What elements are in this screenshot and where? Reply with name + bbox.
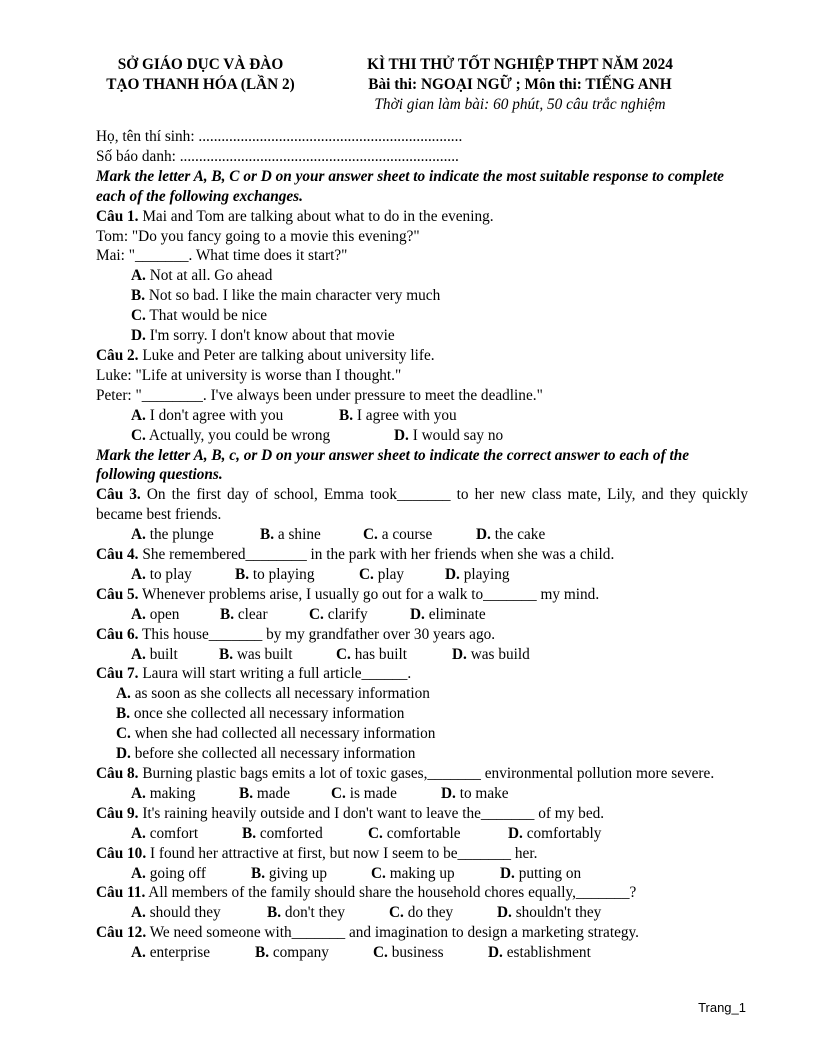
option-text: Not so bad. I like the main character very much [145,287,441,305]
option-label: C. [131,426,146,444]
option-label: D. [441,784,456,802]
option-label: A. [131,267,146,285]
option-text: putting on [514,864,582,882]
option-text: Not at all. Go ahead [145,267,273,285]
option-label: C. [371,864,386,882]
option-text: going off [145,864,206,882]
question-6 [96,625,748,645]
option-label: C. [116,725,131,743]
option-label: C. [373,944,388,962]
option-label: C. [309,605,324,623]
option-a[interactable] [131,784,239,804]
option-text: the plunge [145,526,214,544]
question-text: Mai and Tom are talking about what to do in the evening. [138,207,494,225]
question-4 [96,545,748,565]
question-11 [96,883,748,903]
option-c[interactable] [363,525,476,545]
option-b[interactable] [251,864,371,884]
option-text: clarify [323,605,368,623]
option-d[interactable] [488,943,591,963]
option-b[interactable] [255,943,373,963]
dialogue-line: Peter: "________. I've always been under pressure to meet the deadline." [96,386,543,404]
option-label: B. [239,784,254,802]
page-number: Trang_1 [698,1000,746,1015]
option-text: establishment [502,944,591,962]
option-text: making [145,784,196,802]
department-name [88,55,313,95]
option-a[interactable] [131,864,251,884]
question-5 [96,585,748,605]
option-text: clear [234,605,268,623]
option-d[interactable] [96,744,748,764]
option-text: play [373,565,405,583]
option-a[interactable] [131,565,235,585]
question-number: Câu 1. [96,207,139,225]
question-1 [96,207,748,227]
option-text: a shine [274,526,321,544]
option-label: C. [368,824,383,842]
option-text: comfortably [522,824,602,842]
option-b[interactable] [242,824,368,844]
option-label: A. [131,824,146,842]
option-label: A. [131,526,146,544]
option-text: enterprise [145,944,211,962]
option-label: D. [488,944,503,962]
option-label: A. [131,645,146,663]
option-d[interactable] [452,645,530,665]
options-row [96,525,748,545]
exam-content [96,127,748,963]
option-label: A. [131,565,146,583]
options-row [96,784,748,804]
options-row [96,903,748,923]
option-c[interactable] [96,724,748,744]
option-label: A. [131,784,146,802]
question-number: Câu 12. [96,924,147,942]
option-text: comfort [145,824,199,842]
option-label: A. [131,605,146,623]
dialogue-line: Luke: "Life at university is worse than I thought." [96,366,402,384]
option-c[interactable] [131,426,394,446]
options-row [96,565,748,585]
option-text: playing [459,565,510,583]
option-text: to play [145,565,192,583]
dialogue-line: Tom: "Do you fancy going to a movie this evening?" [96,227,420,245]
option-label: D. [410,605,425,623]
option-c[interactable] [371,864,500,884]
option-c[interactable] [368,824,508,844]
question-2 [96,346,748,366]
option-a[interactable] [96,266,748,286]
option-text: is made [345,784,397,802]
option-d[interactable] [476,525,545,545]
question-7 [96,664,748,684]
option-label: A. [131,904,146,922]
exam-title [330,55,710,115]
question-text: This house_______ by my grandfather over 30 years ago. [138,625,496,643]
option-label: D. [452,645,467,663]
question-number: Câu 11. [96,884,146,902]
question-3 [96,485,748,525]
option-d[interactable] [410,605,486,625]
question-number: Câu 4. [96,546,139,564]
option-text: I don't agree with you [145,406,284,424]
exam-subject-line: Bài thi: NGOẠI NGỮ ; Môn thi: TIẾNG ANH [368,76,672,93]
option-label: A. [131,406,146,424]
student-name-line: Họ, tên thí sinh: ..................................................................... [96,128,463,145]
option-d[interactable] [500,864,581,884]
option-text: open [145,605,180,623]
option-label: D. [445,565,460,583]
question-number: Câu 7. [96,665,139,683]
question-number: Câu 3. [96,486,141,504]
option-label: B. [131,287,146,305]
option-label: C. [359,565,374,583]
question-text: Whenever problems arise, I usually go out for a walk to_______ my mind. [138,585,600,603]
option-d[interactable] [497,903,601,923]
option-label: B. [267,904,282,922]
option-label: C. [363,526,378,544]
question-9 [96,804,748,824]
option-label: A. [116,685,131,703]
question-number: Câu 5. [96,585,139,603]
options-row [96,824,748,844]
option-label: D. [394,426,409,444]
option-label: B. [255,944,270,962]
option-c[interactable] [336,645,452,665]
option-c[interactable] [309,605,410,625]
option-c[interactable] [331,784,441,804]
option-text: was build [466,645,530,663]
option-label: B. [219,645,234,663]
question-10 [96,844,748,864]
option-a[interactable] [131,824,242,844]
option-text: company [269,944,329,962]
option-label: D. [508,824,523,842]
question-8 [96,764,748,784]
dialogue-line: Mai: "_______. What time does it start?" [96,247,348,265]
option-label: D. [497,904,512,922]
option-label: D. [476,526,491,544]
option-text: as soon as she collects all necessary information [130,685,430,703]
option-text: has built [350,645,407,663]
option-label: C. [389,904,404,922]
options-row [96,645,748,665]
question-12 [96,923,748,943]
option-b[interactable] [220,605,309,625]
options-row [96,426,748,446]
option-label: A. [131,944,146,962]
option-b[interactable] [96,286,748,306]
option-d[interactable] [445,565,510,585]
question-text: Laura will start writing a full article______. [138,665,412,683]
option-label: D. [500,864,515,882]
option-text: comfortable [382,824,461,842]
option-a[interactable] [131,645,219,665]
options-row [96,864,748,884]
option-text: to playing [249,565,315,583]
option-b[interactable] [96,704,748,724]
question-number: Câu 8. [96,765,139,782]
option-a[interactable] [131,525,260,545]
question-text: She remembered________ in the park with her friends when she was a child. [138,546,615,564]
option-c[interactable] [96,306,748,326]
student-id-line: Số báo danh: ......................................................................... [96,147,459,165]
option-label: B. [242,824,257,842]
option-d[interactable] [96,326,748,346]
option-label: C. [336,645,351,663]
option-label: B. [116,705,131,723]
question-number: Câu 2. [96,346,139,364]
question-number: Câu 10. [96,844,147,862]
question-text: On the first day of school, Emma took_______ to her new class mate, Lily, and they quickly became best friends. [96,486,749,524]
option-text: should they [145,904,221,922]
option-b[interactable] [235,565,359,585]
question-text: All members of the family should share the household chores equally,_______? [145,884,637,902]
option-text: That would be nice [145,307,268,325]
option-b[interactable] [267,903,389,923]
option-label: B. [235,565,250,583]
department-line-1: SỞ GIÁO DỤC VÀ ĐÀO [117,56,284,73]
option-label: D. [116,745,131,763]
question-text: We need someone with_______ and imagination to design a marketing strategy. [146,924,639,942]
option-text: don't they [281,904,345,922]
option-text: once she collected all necessary information [130,705,405,723]
option-text: before she collected all necessary information [130,745,416,763]
option-b[interactable] [339,406,457,426]
exam-time-line: Thời gian làm bài: 60 phút, 50 câu trắc nghiệm [374,96,666,113]
option-label: D. [131,327,146,345]
option-text: do they [403,904,454,922]
option-c[interactable] [359,565,445,585]
option-label: B. [260,526,275,544]
question-text: I found her attractive at first, but now I seem to be_______ her. [146,844,538,862]
option-text: I would say no [408,426,504,444]
option-label: A. [131,864,146,882]
options-row [96,943,748,963]
question-text: It's raining heavily outside and I don't want to leave the_______ of my bed. [138,804,605,822]
question-text: Burning plastic bags emits a lot of toxic gases,_______ environmental pollution more severe. [138,765,715,782]
option-text: Actually, you could be wrong [145,426,331,444]
option-a[interactable] [131,406,339,426]
option-b[interactable] [239,784,331,804]
option-text: I agree with you [353,406,457,424]
question-text: Luke and Peter are talking about university life. [138,346,435,364]
option-label: B. [339,406,354,424]
instruction-questions: Mark the letter A, B, c, or D on your answer sheet to indicate the correct answer to each of the following questions. [96,446,690,484]
option-text: a course [377,526,433,544]
option-text: when she had collected all necessary information [130,725,436,743]
instruction-exchanges: Mark the letter A, B, C or D on your answer sheet to indicate the most suitable response to complete each of the following exchanges. [96,167,724,205]
option-text: I'm sorry. I don't know about that movie [145,327,395,345]
exam-title-line: KÌ THI THỬ TỐT NGHIỆP THPT NĂM 2024 [367,56,673,73]
department-line-2: TẠO THANH HÓA (LẦN 2) [106,76,295,93]
option-a[interactable] [131,943,255,963]
option-label: C. [331,784,346,802]
option-a[interactable] [131,903,267,923]
option-text: made [253,784,290,802]
option-text: built [145,645,178,663]
options-row [96,406,748,426]
option-label: B. [220,605,235,623]
option-text: business [387,944,444,962]
option-a[interactable] [96,684,748,704]
option-b[interactable] [219,645,336,665]
option-label: C. [131,307,146,325]
options-row [96,605,748,625]
option-text: shouldn't they [511,904,602,922]
option-d[interactable] [441,784,509,804]
question-number: Câu 6. [96,625,139,643]
option-text: to make [455,784,509,802]
option-a[interactable] [131,605,220,625]
option-text: eliminate [424,605,486,623]
option-text: the cake [490,526,546,544]
option-d[interactable] [394,426,503,446]
option-c[interactable] [373,943,488,963]
option-text: making up [385,864,455,882]
option-d[interactable] [508,824,601,844]
option-b[interactable] [260,525,363,545]
question-number: Câu 9. [96,804,139,822]
option-text: giving up [265,864,328,882]
option-text: was built [233,645,293,663]
option-text: comforted [256,824,323,842]
option-label: B. [251,864,266,882]
option-c[interactable] [389,903,497,923]
